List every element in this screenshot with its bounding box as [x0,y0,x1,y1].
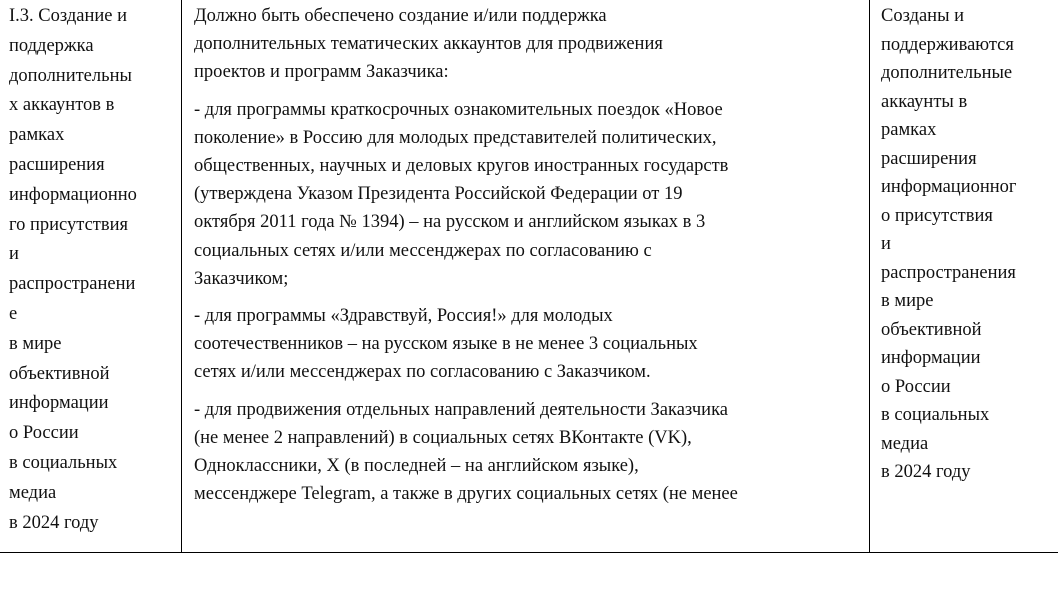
result-line: и [881,234,891,254]
section-title-line: поддержка [9,35,94,56]
section-title-line: в 2024 году [9,512,99,533]
result-line: медиа [881,433,929,454]
section-title-line: е [9,303,18,324]
section-title-line: распространени [9,274,136,295]
section-title-line: медиа [9,482,57,503]
requirement-line: мессенджере Telegram, а также в других социальных сетях (не менее [194,484,738,505]
section-title-line: го присутствия [9,214,129,235]
section-title-line: в мире [9,333,62,354]
column-divider-2 [869,0,870,553]
section-title-line: в социальных [9,452,118,473]
requirement-line: общественных, научных и деловых кругов иностранных государств [194,156,729,177]
section-title-line: дополнительны [9,65,132,86]
section-title-line: и [9,244,19,265]
requirement-line: соотечественников – на русском языке в не менее 3 социальных [194,334,698,355]
requirement-line: - для программы краткосрочных ознакомительных поездок «Новое [194,99,723,120]
result-line: в 2024 году [881,462,971,482]
result-line: в социальных [881,405,990,425]
requirement-line: - для программы «Здравствуй, Россия!» для молодых [194,306,613,327]
result-line: о России [881,376,951,397]
requirement-line: - для продвижения отдельных направлений деятельности Заказчика [194,399,728,420]
section-title-line: объективной [9,363,110,384]
requirement-paragraph [194,396,864,509]
section-title-line: о России [9,423,79,444]
requirement-line: дополнительных тематических аккаунтов для продвижения [194,34,663,55]
result-cell [881,2,1057,487]
requirement-line: Должно быть обеспечено создание и/или поддержка [194,6,607,26]
requirement-line: поколение» в Россию для молодых представителей политических, [194,127,717,148]
result-line: информации [881,348,981,368]
section-title-line: I.3. Создание и [9,6,128,26]
result-line: распространения [881,262,1016,283]
requirement-paragraph [194,96,864,293]
requirement-line: (не менее 2 направлений) в социальных сетях ВКонтакте (VK), [194,427,692,448]
result-line: расширения [881,148,977,169]
result-line: дополнительные [881,63,1013,83]
requirement-line: проектов и программ Заказчика: [194,62,449,83]
requirement-paragraph [194,2,864,87]
requirement-line: октября 2011 года № 1394) – на русском и английском языках в 3 [194,212,706,233]
result-line: поддерживаются [881,34,1014,55]
requirement-line: Заказчиком; [194,268,289,289]
section-title-cell [9,2,177,538]
section-title-line: х аккаунтов в [9,95,115,116]
section-title-line: расширения [9,154,105,175]
result-line: информационног [881,177,1017,197]
requirement-paragraph [194,302,864,387]
requirement-cell [194,2,864,517]
result-line: объективной [881,319,982,340]
result-line: о присутствия [881,205,993,226]
result-line: Созданы и [881,6,965,26]
result-line: в мире [881,291,934,311]
section-title-line: информации [9,393,109,414]
result-line: рамках [881,120,937,140]
requirement-line: сетях и/или мессенджерах по согласованию с Заказчиком. [194,362,651,383]
requirement-line: социальных сетях и/или мессенджерах по согласованию с [194,240,652,261]
requirement-line: Одноклассники, X (в последней – на английском языке), [194,456,639,477]
column-divider-1 [181,0,182,553]
section-title-line: информационно [9,184,137,205]
requirement-line: (утверждена Указом Президента Российской Федерации от 19 [194,184,683,205]
section-title-line: рамках [9,125,65,146]
result-line: аккаунты в [881,91,968,112]
